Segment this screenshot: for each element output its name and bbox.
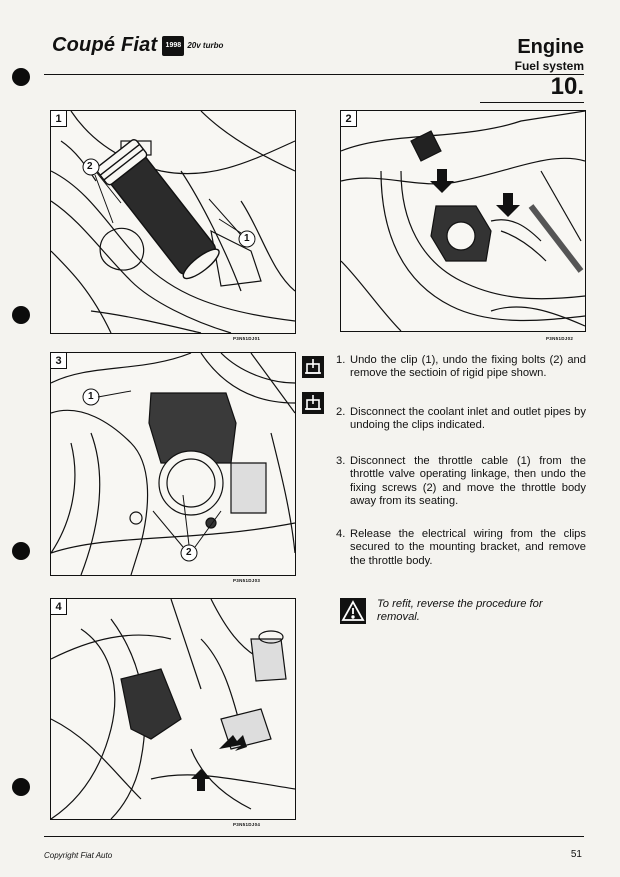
binder-hole-1: [12, 68, 30, 86]
step-2-text: Disconnect the coolant inlet and outlet pipes by undoing the clips indicated.: [350, 406, 586, 432]
figure-4: [50, 598, 296, 820]
warning-triangle-icon: [340, 598, 366, 624]
binder-hole-3: [12, 542, 30, 560]
step-1-number: 1.: [336, 354, 346, 366]
brand-name: Coupé Fiat: [52, 34, 158, 56]
model-year-badge: 1998: [162, 36, 184, 56]
fixing-tool-icon: [302, 356, 324, 378]
step-4-text: Release the electrical wiring from the clips secured to the mounting bracket, and remove the throttle body.: [350, 528, 586, 567]
figure-3-callout-2: 2: [186, 547, 192, 558]
step-4: [336, 528, 586, 568]
header-rule: [44, 74, 584, 75]
step-3-number: 3.: [336, 455, 346, 467]
section-number-rule: [480, 102, 584, 103]
figure-1: [50, 110, 296, 334]
section-title: Engine: [517, 36, 584, 58]
step-3: [336, 455, 586, 508]
figure-2: [340, 110, 586, 332]
removal-tool-icon: [302, 392, 324, 414]
figure-1-callout-1: 1: [244, 233, 250, 244]
figure-3: [50, 352, 296, 576]
figure-3-code: P3N51DJ03: [233, 578, 261, 583]
figure-1-number: 1: [51, 111, 67, 127]
figure-2-number: 2: [341, 111, 357, 127]
refit-note: To refit, reverse the procedure for removal.: [377, 598, 543, 624]
brand-subtitle: 20v turbo: [187, 41, 224, 50]
copyright-text: Copyright Fiat Auto: [44, 851, 113, 860]
step-2-number: 2.: [336, 406, 346, 418]
step-3-text: Disconnect the throttle cable (1) from the throttle valve operating linkage, then undo the fixing screws (2) and move the throttle body away from its seating.: [350, 455, 586, 507]
figure-1-callout-2: 2: [87, 161, 93, 172]
figure-2-code: P3N51DJ02: [546, 336, 574, 341]
step-1: [336, 354, 586, 381]
step-1-text: Undo the clip (1), undo the fixing bolts (2) and remove the sectioin of rigid pipe shown.: [350, 354, 586, 380]
figure-3-number: 3: [51, 353, 67, 369]
page-number: 51: [570, 849, 582, 860]
binder-hole-2: [12, 306, 30, 324]
brand-header: [52, 34, 223, 57]
figure-3-callout-1: 1: [88, 391, 94, 402]
section-heading: [515, 36, 584, 100]
figure-4-code: P3N51DJ04: [233, 822, 261, 827]
section-subtitle: Fuel system: [514, 59, 584, 73]
binder-hole-4: [12, 778, 30, 796]
footer-rule: [44, 836, 584, 837]
figure-4-number: 4: [51, 599, 67, 615]
step-4-number: 4.: [336, 528, 346, 540]
section-number: 10.: [550, 73, 584, 100]
figure-1-code: P3N51DJ01: [233, 336, 261, 341]
step-2: [336, 406, 586, 433]
